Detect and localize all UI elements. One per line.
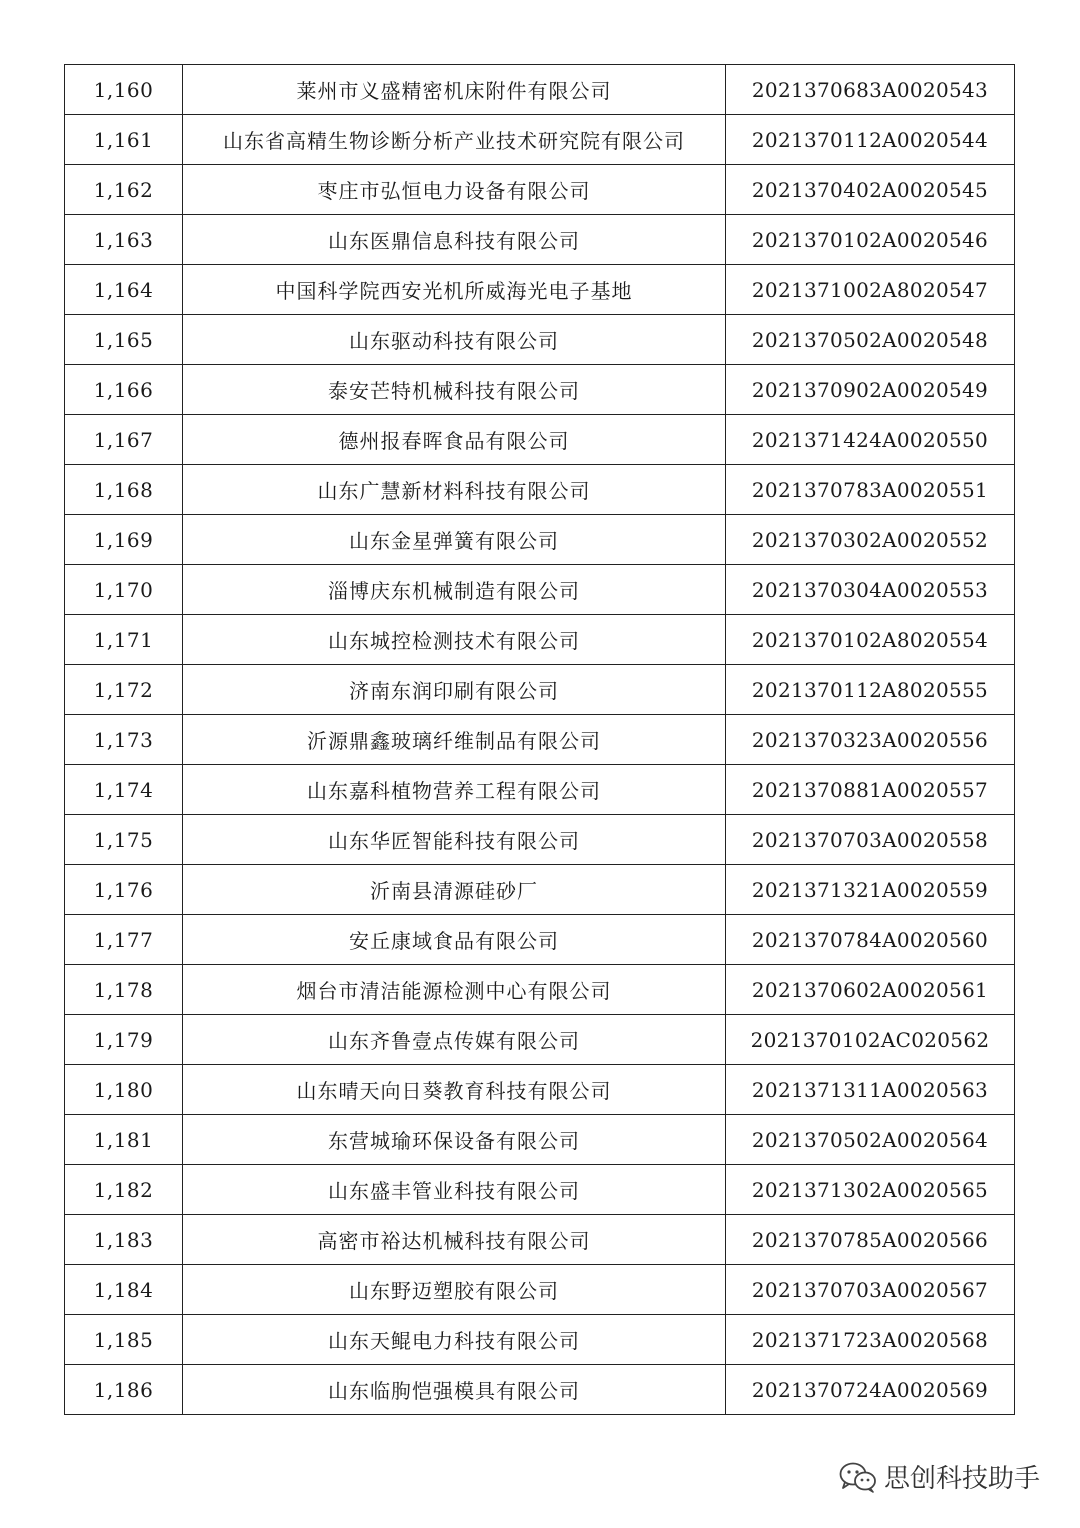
table-row	[65, 65, 1015, 115]
company-name: 济南东润印刷有限公司	[183, 665, 726, 715]
table-row	[65, 765, 1015, 815]
row-number: 1,161	[65, 115, 183, 165]
registration-code: 2021370724A0020569	[726, 1365, 1015, 1415]
row-number: 1,179	[65, 1015, 183, 1065]
table-row	[65, 1115, 1015, 1165]
company-name: 山东晴天向日葵教育科技有限公司	[183, 1065, 726, 1115]
company-name: 沂源鼎鑫玻璃纤维制品有限公司	[183, 715, 726, 765]
registration-code: 2021371302A0020565	[726, 1165, 1015, 1215]
table-body	[65, 65, 1015, 1415]
row-number: 1,174	[65, 765, 183, 815]
watermark-text: 思创科技助手	[884, 1464, 1041, 1494]
table-row	[65, 865, 1015, 915]
watermark	[838, 1458, 1040, 1495]
row-number: 1,178	[65, 965, 183, 1015]
table-row	[65, 715, 1015, 765]
registration-code: 2021370703A0020567	[726, 1265, 1015, 1315]
row-number: 1,175	[65, 815, 183, 865]
row-number: 1,166	[65, 365, 183, 415]
table-row	[65, 1315, 1015, 1365]
registration-code: 2021371311A0020563	[726, 1065, 1015, 1115]
wechat-icon	[838, 1461, 878, 1493]
table-row	[65, 1215, 1015, 1265]
table-row	[65, 165, 1015, 215]
row-number: 1,180	[65, 1065, 183, 1115]
registration-code: 2021371002A8020547	[726, 265, 1015, 315]
company-name: 山东医鼎信息科技有限公司	[183, 215, 726, 265]
company-name: 山东齐鲁壹点传媒有限公司	[183, 1015, 726, 1065]
company-name: 山东盛丰管业科技有限公司	[183, 1165, 726, 1215]
company-name: 山东省高精生物诊断分析产业技术研究院有限公司	[183, 115, 726, 165]
company-name: 泰安芒特机械科技有限公司	[183, 365, 726, 415]
row-number: 1,181	[65, 1115, 183, 1165]
company-name: 安丘康域食品有限公司	[183, 915, 726, 965]
table-row	[65, 1015, 1015, 1065]
registration-code: 2021370302A0020552	[726, 515, 1015, 565]
company-name: 淄博庆东机械制造有限公司	[183, 565, 726, 615]
registration-code: 2021370783A0020551	[726, 465, 1015, 515]
table-row	[65, 115, 1015, 165]
company-name: 山东野迈塑胶有限公司	[183, 1265, 726, 1315]
table-row	[65, 365, 1015, 415]
registration-code: 2021370683A0020543	[726, 65, 1015, 115]
registration-code: 2021370102AC020562	[726, 1015, 1015, 1065]
registration-code: 2021370902A0020549	[726, 365, 1015, 415]
table-row	[65, 665, 1015, 715]
row-number: 1,186	[65, 1365, 183, 1415]
row-number: 1,165	[65, 315, 183, 365]
registration-code: 2021370102A0020546	[726, 215, 1015, 265]
table-row	[65, 1365, 1015, 1415]
row-number: 1,176	[65, 865, 183, 915]
table-row	[65, 265, 1015, 315]
registration-code: 2021370112A0020544	[726, 115, 1015, 165]
company-table	[64, 64, 1015, 1415]
row-number: 1,185	[65, 1315, 183, 1365]
table-row	[65, 465, 1015, 515]
table-row	[65, 1265, 1015, 1315]
table-row	[65, 615, 1015, 665]
registration-code: 2021371723A0020568	[726, 1315, 1015, 1365]
table-row	[65, 215, 1015, 265]
company-name: 德州报春晖食品有限公司	[183, 415, 726, 465]
row-number: 1,164	[65, 265, 183, 315]
table-row	[65, 1165, 1015, 1215]
row-number: 1,173	[65, 715, 183, 765]
company-name: 高密市裕达机械科技有限公司	[183, 1215, 726, 1265]
registration-code: 2021370785A0020566	[726, 1215, 1015, 1265]
registration-code: 2021370402A0020545	[726, 165, 1015, 215]
row-number: 1,170	[65, 565, 183, 615]
company-name: 山东华匠智能科技有限公司	[183, 815, 726, 865]
company-name: 山东临朐恺强模具有限公司	[183, 1365, 726, 1415]
registration-code: 2021370102A8020554	[726, 615, 1015, 665]
table-row	[65, 515, 1015, 565]
row-number: 1,169	[65, 515, 183, 565]
company-name: 山东广慧新材料科技有限公司	[183, 465, 726, 515]
registration-code: 2021370784A0020560	[726, 915, 1015, 965]
company-name: 烟台市清洁能源检测中心有限公司	[183, 965, 726, 1015]
table-row	[65, 815, 1015, 865]
registration-code: 2021371424A0020550	[726, 415, 1015, 465]
row-number: 1,163	[65, 215, 183, 265]
company-name: 山东金星弹簧有限公司	[183, 515, 726, 565]
table-row	[65, 965, 1015, 1015]
table-row	[65, 1065, 1015, 1115]
row-number: 1,160	[65, 65, 183, 115]
registration-code: 2021370502A0020564	[726, 1115, 1015, 1165]
registration-code: 2021370323A0020556	[726, 715, 1015, 765]
company-name: 枣庄市弘恒电力设备有限公司	[183, 165, 726, 215]
company-name: 山东嘉科植物营养工程有限公司	[183, 765, 726, 815]
row-number: 1,171	[65, 615, 183, 665]
row-number: 1,162	[65, 165, 183, 215]
row-number: 1,177	[65, 915, 183, 965]
row-number: 1,183	[65, 1215, 183, 1265]
company-name: 山东驱动科技有限公司	[183, 315, 726, 365]
company-name: 山东城控检测技术有限公司	[183, 615, 726, 665]
registration-code: 2021370502A0020548	[726, 315, 1015, 365]
registration-code: 2021370304A0020553	[726, 565, 1015, 615]
registration-code: 2021371321A0020559	[726, 865, 1015, 915]
row-number: 1,172	[65, 665, 183, 715]
registration-code: 2021370703A0020558	[726, 815, 1015, 865]
table-row	[65, 915, 1015, 965]
company-name: 山东天鲲电力科技有限公司	[183, 1315, 726, 1365]
registration-code: 2021370881A0020557	[726, 765, 1015, 815]
company-name: 沂南县清源硅砂厂	[183, 865, 726, 915]
company-name: 莱州市义盛精密机床附件有限公司	[183, 65, 726, 115]
table-row	[65, 565, 1015, 615]
row-number: 1,184	[65, 1265, 183, 1315]
registration-code: 2021370112A8020555	[726, 665, 1015, 715]
registration-code: 2021370602A0020561	[726, 965, 1015, 1015]
table-row	[65, 415, 1015, 465]
table-row	[65, 315, 1015, 365]
company-name: 东营城瑜环保设备有限公司	[183, 1115, 726, 1165]
row-number: 1,168	[65, 465, 183, 515]
row-number: 1,167	[65, 415, 183, 465]
company-name: 中国科学院西安光机所威海光电子基地	[183, 265, 726, 315]
row-number: 1,182	[65, 1165, 183, 1215]
